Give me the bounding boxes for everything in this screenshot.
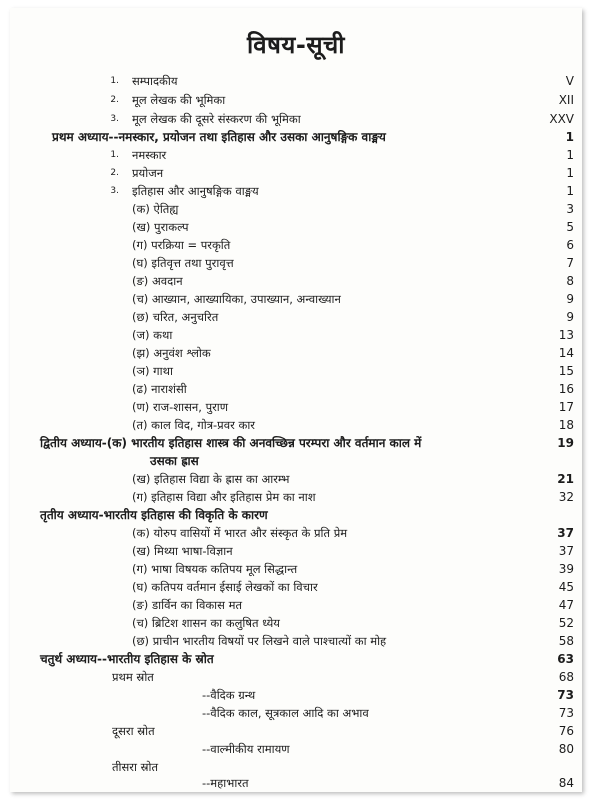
entry-text: (ण) राज-शासन, पुराण — [132, 400, 229, 414]
entry-page: 58 — [558, 634, 574, 648]
entry-page: 73 — [558, 706, 574, 720]
toc-subentry — [10, 326, 582, 344]
toc-entry — [10, 110, 582, 128]
entry-text: (ग) इतिहास विद्या और इतिहास प्रेम का नाश — [132, 490, 316, 504]
entry-text: तीसरा स्रोत — [112, 760, 159, 774]
entry-page: 14 — [558, 346, 574, 360]
toc-entry — [10, 164, 582, 182]
entry-page: 13 — [558, 328, 574, 342]
entry-text: (ख) मिथ्या भाषा-विज्ञान — [132, 544, 233, 558]
toc-entry — [10, 91, 582, 109]
toc-subentry — [10, 380, 582, 398]
entry-page: 39 — [558, 562, 574, 576]
toc-subentry — [10, 704, 582, 722]
entry-text: (ग) भाषा विषयक कतिपय मूल सिद्धान्त — [132, 562, 298, 576]
toc-subentry — [10, 560, 582, 578]
entry-text: --वैदिक काल, सूत्रकाल आदि का अभाव — [202, 706, 369, 720]
entry-page: 1 — [566, 184, 574, 198]
toc-subentry — [10, 774, 582, 792]
entry-text: (च) ब्रिटिश शासन का कलुषित ध्येय — [132, 616, 280, 630]
toc-subentry — [10, 578, 582, 596]
entry-page: 84 — [558, 776, 574, 790]
entry-text: उसका ह्रास — [150, 454, 199, 468]
entry-text: (ख) पुराकल्प — [132, 220, 189, 234]
entry-number: 3. — [110, 114, 119, 124]
toc-subentry — [10, 272, 582, 290]
entry-page: 73 — [557, 688, 574, 702]
entry-page: 32 — [558, 490, 574, 504]
entry-page: 5 — [566, 220, 574, 234]
entry-text: --वाल्मीकीय रामायण — [202, 742, 290, 756]
entry-text: दूसरा स्रोत — [112, 724, 155, 738]
toc-subentry — [10, 614, 582, 632]
toc-subentry — [10, 398, 582, 416]
entry-text: (झ) अनुवंश श्लोक — [132, 346, 211, 360]
toc-subentry — [10, 344, 582, 362]
toc-subentry — [10, 416, 582, 434]
entry-page: XII — [558, 93, 574, 107]
entry-page: 37 — [558, 544, 574, 558]
chapter-heading — [10, 128, 582, 146]
entry-page: 1 — [565, 130, 574, 144]
entry-number: 2. — [110, 95, 119, 105]
toc-subentry — [10, 488, 582, 506]
entry-page: 1 — [566, 148, 574, 162]
toc-subentry — [10, 596, 582, 614]
entry-text: (क) योरुप वासियों में भारत और संस्कृत के प्रति प्रेम — [132, 526, 348, 540]
toc-subentry — [10, 254, 582, 272]
entry-page: 9 — [566, 292, 574, 306]
entry-page: V — [565, 74, 574, 88]
toc-subentry — [10, 362, 582, 380]
entry-page: 80 — [558, 742, 574, 756]
chapter-heading-continuation — [10, 452, 582, 470]
chapter-heading — [10, 650, 582, 668]
entry-page: 45 — [558, 580, 574, 594]
entry-text: प्रथम स्रोत — [112, 670, 154, 684]
toc-subentry — [10, 632, 582, 650]
page-title: विषय-सूची — [247, 31, 345, 59]
entry-page: 52 — [558, 616, 574, 630]
toc-subentry — [10, 308, 582, 326]
document-page — [10, 8, 582, 792]
entry-text: मूल लेखक की भूमिका — [132, 93, 226, 107]
entry-text: (क) ऐतिह्य — [132, 202, 179, 216]
entry-page: 37 — [557, 526, 574, 540]
entry-page: 63 — [557, 652, 574, 666]
entry-page: 19 — [557, 436, 574, 450]
entry-text: नमस्कार — [132, 148, 167, 162]
entry-text: (ख) इतिहास विद्या के ह्रास का आरम्भ — [132, 472, 290, 486]
toc-subentry — [10, 200, 582, 218]
entry-text: (ङ) अवदान — [132, 274, 183, 288]
toc-subentry — [10, 218, 582, 236]
entry-number: 1. — [110, 76, 119, 86]
entry-text: (ज) कथा — [132, 328, 173, 342]
entry-text: (घ) इतिवृत्त तथा पुरावृत्त — [132, 256, 234, 270]
entry-text: (घ) कतिपय वर्तमान ईसाई लेखकों का विचार — [132, 580, 318, 594]
entry-text: सम्पादकीय — [132, 74, 178, 88]
toc-entry — [10, 182, 582, 200]
toc-subentry — [10, 542, 582, 560]
entry-text: --वैदिक ग्रन्थ — [202, 688, 256, 702]
entry-text: तृतीय अध्याय-भारतीय इतिहास की विकृति के कारण — [40, 508, 268, 522]
entry-page: 7 — [566, 256, 574, 270]
entry-text: (ञ) गाथा — [132, 364, 173, 378]
entry-page: 21 — [557, 472, 574, 486]
entry-text: चतुर्थ अध्याय--भारतीय इतिहास के स्रोत — [40, 652, 214, 666]
toc-subentry — [10, 722, 582, 740]
entry-number: 3. — [110, 186, 119, 196]
entry-page: 1 — [566, 166, 574, 180]
toc-subentry — [10, 740, 582, 758]
entry-page: 76 — [558, 724, 574, 738]
entry-page: 9 — [566, 310, 574, 324]
entry-text: (ङ) डार्विन का विकास मत — [132, 598, 243, 612]
entry-page: 18 — [558, 418, 574, 432]
toc-subentry — [10, 236, 582, 254]
toc-subentry — [10, 470, 582, 488]
entry-page: 3 — [566, 202, 574, 216]
entry-text: प्रयोजन — [132, 166, 164, 180]
entry-text: --महाभारत — [202, 776, 249, 790]
toc-subentry — [10, 668, 582, 686]
toc-subentry — [10, 686, 582, 704]
chapter-heading — [10, 506, 582, 524]
entry-text: द्वितीय अध्याय-(क) भारतीय इतिहास शास्त्र की अनवच्छिन्न परम्परा और वर्तमान काल में — [40, 436, 422, 450]
entry-number: 2. — [110, 168, 119, 178]
entry-text: (छ) प्राचीन भारतीय विषयों पर लिखने वाले पाश्चात्यों का मोह — [132, 634, 387, 648]
toc-entry — [10, 72, 582, 90]
toc-entry — [10, 146, 582, 164]
entry-text: (त) काल विद, गोत्र-प्रवर कार — [132, 418, 255, 432]
entry-text: (ग) परक्रिया = परकृति — [132, 238, 231, 252]
entry-page: 17 — [558, 400, 574, 414]
entry-text: (ढ) नाराशंसी — [132, 382, 187, 396]
entry-page: 16 — [558, 382, 574, 396]
entry-page: 68 — [558, 670, 574, 684]
entry-page: 47 — [558, 598, 574, 612]
toc-subentry — [10, 524, 582, 542]
entry-page: 8 — [566, 274, 574, 288]
entry-text: इतिहास और आनुषङ्गिक वाङ्मय — [132, 184, 259, 198]
entry-text: प्रथम अध्याय--नमस्कार, प्रयोजन तथा इतिहास और उसका आनुषङ्गिक वाङ्मय — [52, 130, 386, 144]
chapter-heading — [10, 434, 582, 452]
entry-text: (च) आख्यान, आख्यायिका, उपाख्यान, अन्वाख्यान — [132, 292, 341, 306]
entry-number: 1. — [110, 150, 119, 160]
entry-page: XXV — [549, 112, 574, 126]
toc-subentry — [10, 290, 582, 308]
entry-page: 6 — [566, 238, 574, 252]
entry-text: (छ) चरित, अनुचरित — [132, 310, 219, 324]
entry-page: 15 — [558, 364, 574, 378]
entry-text: मूल लेखक की दूसरे संस्करण की भूमिका — [132, 112, 301, 126]
